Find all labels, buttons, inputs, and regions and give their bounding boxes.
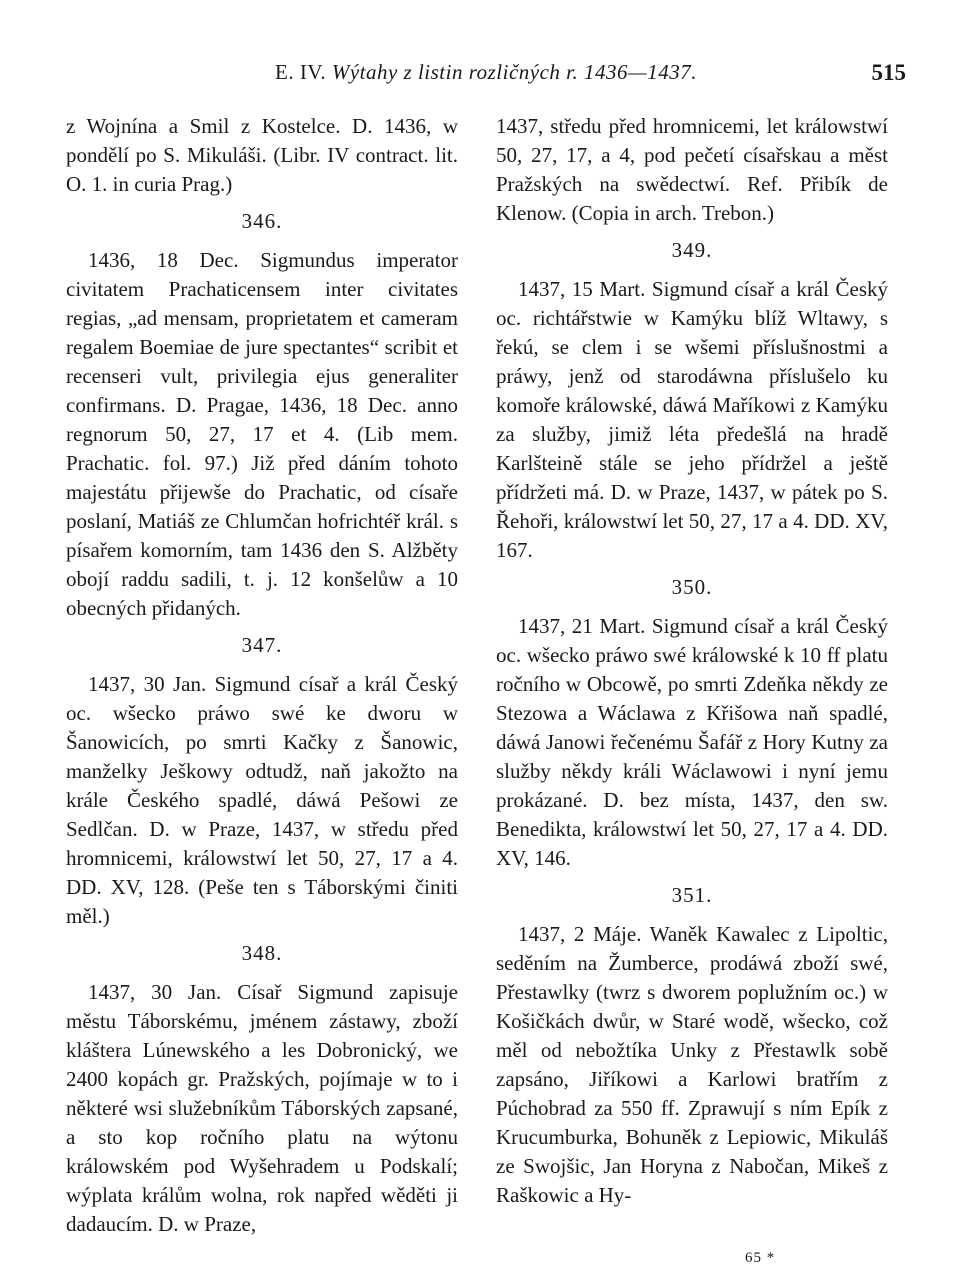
section-label: E. IV. (275, 60, 327, 84)
signature-mark: 65 * (745, 1250, 776, 1266)
entry-number: 350. (671, 575, 713, 599)
page-number: 515 (871, 60, 906, 85)
carryover-paragraph: z Wojnína a Smil z Kostelce. D. 1436, w pondělí po S. Mikuláši. (Libr. IV contract. lit. O. 1. in curia Prag.) (66, 114, 458, 196)
carryover-paragraph: 1437, středu před hromnicemi, let králowstwí 50, 27, 17, a 4, pod pečetí císařskau a měst Pražských na swědectwí. Ref. Přibík de Klenow. (Copia in arch. Trebon.) (496, 114, 888, 225)
entry-number: 349. (671, 238, 713, 262)
entry-text: 1437, 2 Máje. Waněk Kawalec z Lipoltic, seděním na Žumberce, prodáwá zboží swé, Přestawlky (twrz s dworem poplužním oc.) w Košičkách dwůr, w Staré wodě, wšecko, což měl od nebožtíka Unky z Přestawlk sobě zapsáno, Jiříkowi a Karlowi bratřím z Púchobrad za 550 ff. Zprawují s ním Epík z Krucumburka, Bohuněk z Lepiowic, Mikuláš ze Swojšic, Jan Horyna z Nabočan, Mikeš z Raškowic a Hy- (496, 922, 888, 1207)
entry-text: 1437, 15 Mart. Sigmund císař a král Český oc. richtářstwie w Kamýku blíž Wltawy, s řekú, se clem i se wšemi příslušnostmi a práwy, jenž od starodáwna příslušelo ku komoře králowské, dáwá Maříkowi z Kamýku za služby, jimiž léta předešlá na hradě Karlšteině stále se jeho přídržel a ještě přídržeti má. D. w Praze, 1437, w pátek po S. Řehoři, králowstwí let 50, 27, 17 a 4. DD. XV, 167. (496, 277, 888, 562)
entry-text: 1437, 21 Mart. Sigmund císař a král Český oc. wšecko práwo swé králowské k 10 ff platu ročního w Obcowě, po smrti Zdeňka někdy ze Stezowa a Wáclawa z Křišowa naň spadlé, dáwá Janowi řečenému Šafář z Hory Kutny za služby někdy králi Wáclawowi i nyní jemu prokázané. D. bez místa, 1437, den sw. Benedikta, králowstwí let 50, 27, 17 a 4. DD. XV, 146. (496, 614, 888, 870)
entry-number: 348. (241, 941, 283, 965)
entry-text: 1437, 30 Jan. Císař Sigmund zapisuje městu Táborskému, jménem zástawy, zboží kláštera Lúnewského a les Dobronický, we 2400 kopách gr. Pražských, pojímaje w to i některé wsi služebníkům Táborských zapsané, a sto kop ročního platu na wýtonu králowském pod Wyšehradem u Podskalí; wýplata králům wolna, rok napřed wěděti ji dadaucím. D. w Praze, (66, 980, 458, 1236)
page-header (66, 60, 906, 100)
running-title: Wýtahy z listin rozličných r. 1436—1437. (331, 60, 697, 84)
left-column (66, 112, 458, 1239)
entry-text: 1437, 30 Jan. Sigmund císař a král Český oc. wšecko práwo swé ke dworu w Šanowicích, po smrti Kačky z Šanowic, manželky Ješkowy odtudž, naň jakožto na krále Českého spadlé, dáwá Pešowi ze Sedlčan. D. w Praze, 1437, w středu před hromnicemi, králowstwí let 50, 27, 17 a 4. DD. XV, 128. (Peše ten s Táborskými činiti měl.) (66, 672, 458, 928)
right-column (496, 112, 888, 1210)
entry-text: 1436, 18 Dec. Sigmundus imperator civitatem Prachaticensem inter civitates regias, „ad mensam, proprietatem et cameram regalem Boemiae de jure spectantes“ scribit et recenseri vult, privilegia ejus generaliter confirmans. D. Pragae, 1436, 18 Dec. anno regnorum 50, 27, 17 et 4. (Lib mem. Prachatic. fol. 97.) Již před dáním tohoto majestátu přijewše do Prachatic, od císaře poslaní, Matiáš ze Chlumčan hofrichtéř král. s písařem komorním, tam 1436 den S. Alžběty obojí raddu sadili, t. j. 12 konšelůw a 10 obecných přidaných. (66, 248, 458, 620)
entry-number: 351. (671, 883, 713, 907)
entry-number: 346. (241, 209, 283, 233)
running-head (66, 60, 906, 85)
entry-number: 347. (241, 633, 283, 657)
